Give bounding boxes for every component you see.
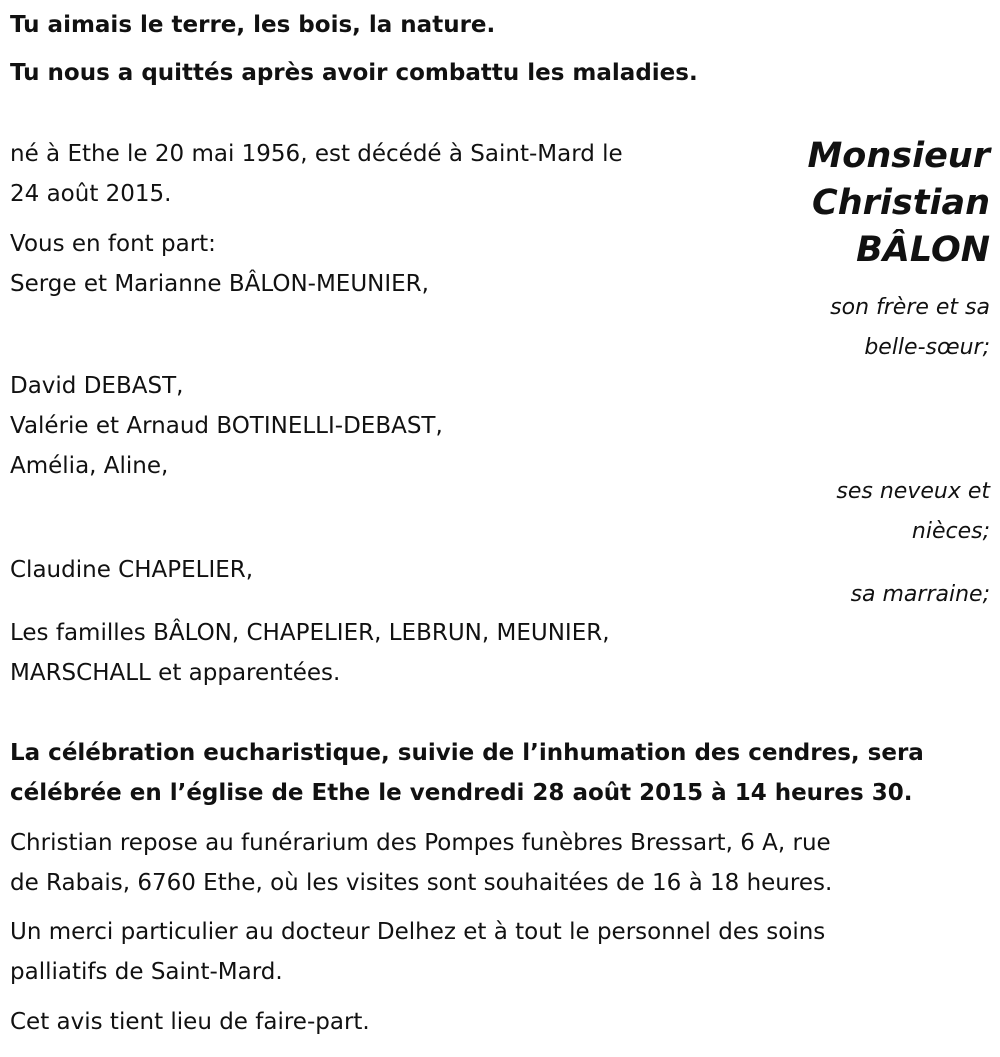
family-line: Claudine CHAPELIER, xyxy=(10,557,254,583)
family-line: David DEBAST, xyxy=(10,373,184,399)
birth-death-line-2: 24 août 2015. xyxy=(10,181,172,207)
family-line: Amélia, Aline, xyxy=(10,453,169,479)
ceremony-line-1: La célébration eucharistique, suivie de l’inhumation des cendres, sera xyxy=(10,740,924,766)
closing-note: Cet avis tient lieu de faire-part. xyxy=(10,1009,370,1035)
thanks-line-1: Un merci particulier au docteur Delhez et à tout le personnel des soins xyxy=(10,919,826,945)
family-line: Serge et Marianne BÂLON-MEUNIER, xyxy=(10,271,429,297)
family-line: Les familles BÂLON, CHAPELIER, LEBRUN, MEUNIER, xyxy=(10,620,610,646)
family-role: ses neveux et xyxy=(836,479,990,504)
deceased-title: Monsieur xyxy=(807,136,990,176)
intro-line-2: Tu nous a quittés après avoir combattu les maladies. xyxy=(10,60,698,86)
ceremony-line-2: célébrée en l’église de Ethe le vendredi 28 août 2015 à 14 heures 30. xyxy=(10,780,913,806)
deceased-first-name: Christian xyxy=(812,183,990,223)
visitation-line-1: Christian repose au funérarium des Pompes funèbres Bressart, 6 A, rue xyxy=(10,830,831,856)
family-role: sa marraine; xyxy=(850,582,990,607)
family-line: Valérie et Arnaud BOTINELLI-DEBAST, xyxy=(10,413,443,439)
announcement: Vous en font part: xyxy=(10,231,216,257)
family-role: son frère et sa xyxy=(830,295,990,320)
intro-line-1: Tu aimais le terre, les bois, la nature. xyxy=(10,12,496,38)
family-line: MARSCHALL et apparentées. xyxy=(10,660,341,686)
birth-death-line-1: né à Ethe le 20 mai 1956, est décédé à Saint-Mard le xyxy=(10,141,623,167)
deceased-last-name: BÂLON xyxy=(856,230,990,270)
family-role: nièces; xyxy=(911,519,990,544)
thanks-line-2: palliatifs de Saint-Mard. xyxy=(10,959,283,985)
family-role: belle-sœur; xyxy=(864,335,990,360)
visitation-line-2: de Rabais, 6760 Ethe, où les visites sont souhaitées de 16 à 18 heures. xyxy=(10,870,833,896)
